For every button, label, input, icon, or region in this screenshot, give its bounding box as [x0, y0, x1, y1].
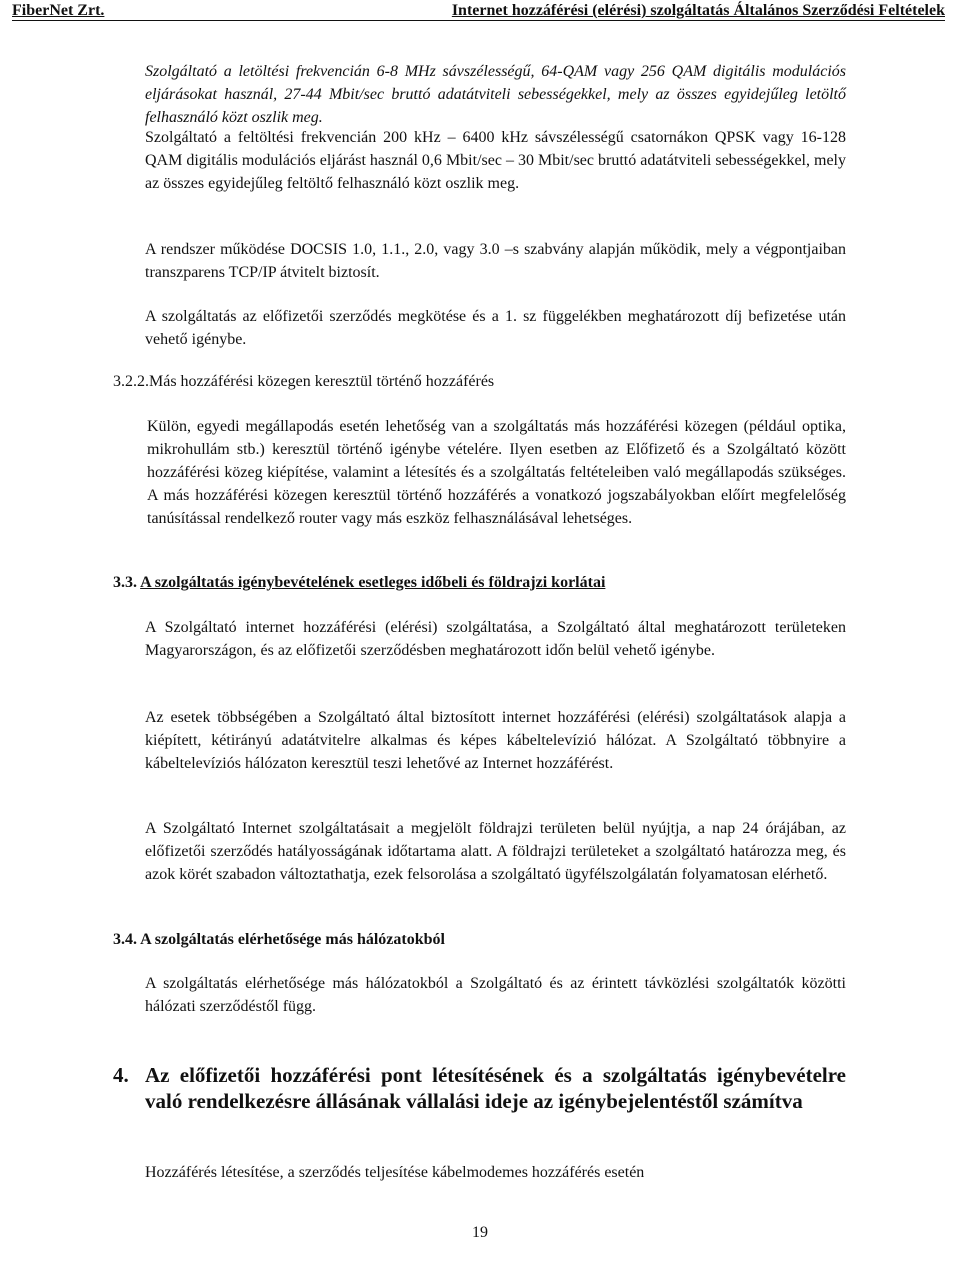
- paragraph-upload: Szolgáltató a feltöltési frekvencián 200 kHz – 6400 kHz sávszélességű csatornákon QPSK vagy 16-128 QAM digitális modulációs eljárást használ 0,6 Mbit/sec – 30 Mbit/sec bruttó adatátviteli sebességekkel, mely az összes egyidejűleg feltöltő felhasználó közt oszlik meg.: [145, 129, 846, 192]
- heading-3-3: [113, 571, 605, 594]
- page-header: [0, 0, 960, 26]
- header-title: Internet hozzáférési (elérési) szolgáltatás Általános Szerződési Feltételek: [451, 2, 945, 19]
- heading-4: Az előfizetői hozzáférési pont létesítésének és a szolgáltatás igénybevételre való rendelkezésre állásának vállalási ideje az igénybejelentéstől számítva: [145, 1063, 846, 1113]
- paragraph-area-1: A Szolgáltató internet hozzáférési (elérési) szolgáltatása, a Szolgáltató által meghatározott területeken Magyarországon, és az előfizetői szerződésben meghatározott időn belül vehető igénybe.: [145, 619, 846, 659]
- paragraph-area-3: A Szolgáltató Internet szolgáltatásait a megjelölt földrajzi területen belül nyújtja, a nap 24 órájában, az előfizetői szerződés hatályosságának időtartama alatt. A földrajzi területeket a szolgáltató határozza meg, és azok körét szabadon változtathatja, ezek felsorolása a szolgáltató ügyfélszolgálatán folyamatosan elérhető.: [145, 820, 846, 883]
- heading-3-3-number: 3.3.: [113, 574, 137, 591]
- header-company: FiberNet Zrt.: [12, 2, 105, 19]
- heading-3-2-2-text: Más hozzáférési közegen keresztül történő hozzáférés: [149, 373, 495, 390]
- paragraph-contract: A szolgáltatás az előfizetői szerződés megkötése és a 1. sz függelékben meghatározott díj befizetése után vehető igénybe.: [145, 308, 846, 348]
- heading-3-4-text: A szolgáltatás elérhetősége más hálózatokból: [140, 931, 445, 948]
- heading-3-4-number: 3.4.: [113, 931, 137, 948]
- paragraph-area-2: Az esetek többségében a Szolgáltató által biztosított internet hozzáférési (elérési) szolgáltatások alapja a kiépített, kétirányú adatátvitelre alkalmas és képes kábeltelevízió hálózat. A Szolgáltató többnyire a kábeltelevíziós hálózaton keresztül teszi lehetővé az Internet hozzáférést.: [145, 709, 846, 772]
- heading-3-3-text: A szolgáltatás igénybevételének esetleges időbeli és földrajzi korlátai: [140, 574, 606, 591]
- header-rule: [12, 20, 945, 21]
- heading-4-number: 4.: [113, 1063, 129, 1087]
- heading-3-2-2: [113, 370, 494, 393]
- paragraph-other-access: Külön, egyedi megállapodás esetén lehetőség van a szolgáltatás más hozzáférési közegen (például optika, mikrohullám stb.) keresztül történő igénybe vételére. Ilyen esetben az Előfizető és a Szolgáltató között hozzáférési közeg kiépítése, valamint a létesítés és a szolgáltatás feltételeiben való megállapodás szükséges. A más hozzáférési közegen keresztül történő hozzáférés a vonatkozó jogszabályokban előírt megfelelőség tanúsítással rendelkező router vagy más eszköz felhasználásával lehetséges.: [147, 418, 846, 527]
- heading-3-4: [113, 928, 445, 951]
- paragraph-cable: Hozzáférés létesítése, a szerződés teljesítése kábelmodemes hozzáférés esetén: [145, 1164, 645, 1181]
- page-number: 19: [472, 1224, 488, 1241]
- heading-3-2-2-number: 3.2.2.: [113, 373, 149, 390]
- paragraph-download: Szolgáltató a letöltési frekvencián 6-8 MHz sávszélességű, 64-QAM vagy 256 QAM digitális modulációs eljárásokat használ, 27-44 Mbit/sec bruttó adatátviteli sebességekkel, mely az összes egyidejűleg letöltő felhasználó közt oszlik meg.: [145, 63, 846, 126]
- paragraph-networks: A szolgáltatás elérhetősége más hálózatokból a Szolgáltató és az érintett távközlési szolgáltatók közötti hálózati szerződéstől függ.: [145, 975, 846, 1015]
- paragraph-docsis: A rendszer működése DOCSIS 1.0, 1.1., 2.0, vagy 3.0 –s szabvány alapján működik, mely a végpontjaiban transzparens TCP/IP átvitelt biztosít.: [145, 241, 846, 281]
